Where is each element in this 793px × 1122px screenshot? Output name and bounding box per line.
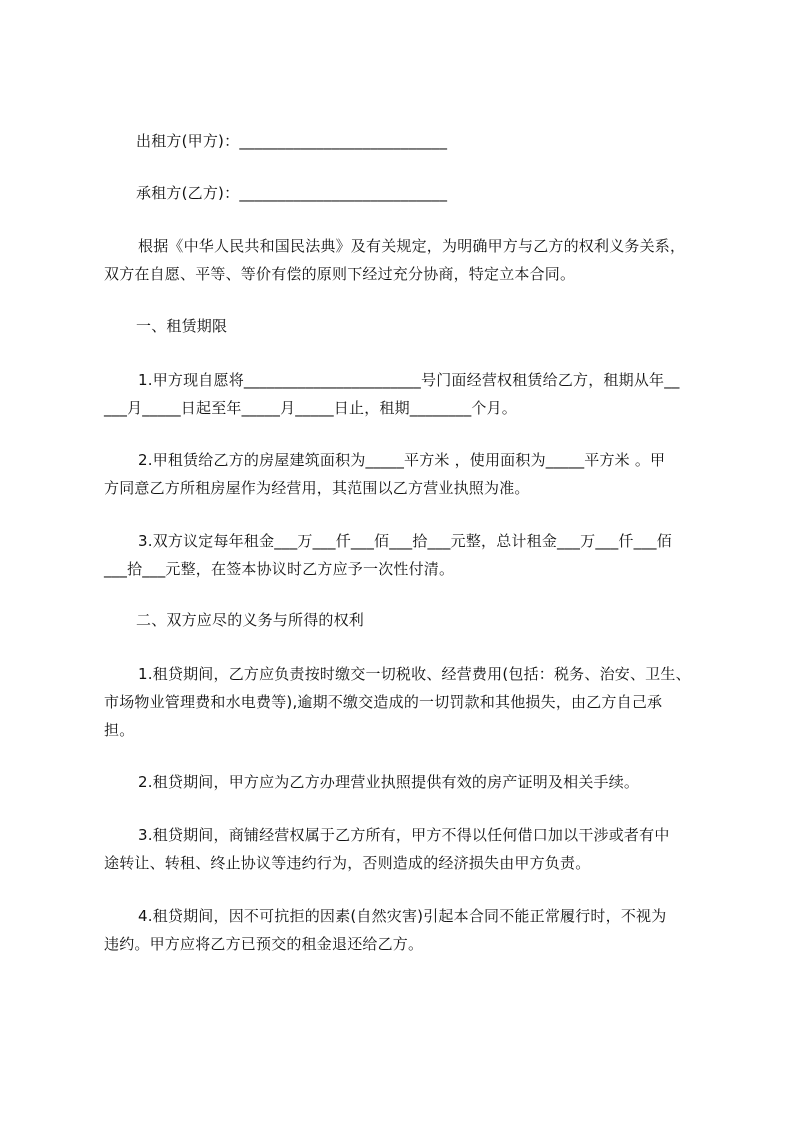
s1-item1-line2: ___月_____日起至年_____月_____日止，租期________个月。 [104, 399, 518, 417]
s2-item2-line1: 2.租贷期间，甲方应为乙方办理营业执照提供有效的房产证明及相关手续。 [138, 773, 640, 791]
s2-item3-line2: 途转让、转租、终止协议等违约行为，否则造成的经济损失由甲方负责。 [104, 854, 591, 872]
preamble-line-1: 根据《中华人民共和国民法典》及有关规定，为明确甲方与乙方的权利义务关系， [138, 237, 686, 255]
party-a-line [136, 127, 736, 156]
s1-item2-line2: 方同意乙方所租房屋作为经营用，其范围以乙方营业执照为准。 [104, 479, 530, 497]
s1-item2-line1: 2.甲租赁给乙方的房屋建筑面积为_____平方米 ，使用面积为_____平方米 。甲 [138, 451, 666, 469]
party-b-label: 承租方(乙方)： [136, 184, 240, 202]
s2-item4-line1: 4.租贷期间，因不可抗拒的因素(自然灾害)引起本合同不能正常履行时，不视为 [138, 907, 667, 925]
party-a-blank: ___________________________ [239, 132, 448, 150]
s1-item1-line1: 1.甲方现自愿将_______________________号门面经营权租赁给乙方，租期从年__ [138, 371, 680, 389]
section-2-title: 二、双方应尽的义务与所得的权利 [136, 611, 365, 629]
section-1-title: 一、租赁期限 [136, 317, 228, 335]
s2-item4-line2: 违约。甲方应将乙方已预交的租金退还给乙方。 [104, 935, 424, 953]
s1-item3-line1: 3.双方议定每年租金___万___仟___佰___拾___元整，总计租金___万___仟___佰 [138, 532, 672, 550]
s2-item1-line1: 1.租贷期间，乙方应负责按时缴交一切税收、经营费用(包括：税务、治安、卫生、 [138, 665, 691, 683]
party-a-label: 出租方(甲方)： [136, 132, 240, 150]
s2-item1-line2: 市场物业管理费和水电费等),逾期不缴交造成的一切罚款和其他损失，由乙方自己承 [104, 693, 663, 711]
party-b-line [136, 179, 736, 208]
s2-item1-line3: 担。 [104, 721, 135, 739]
preamble-line-2: 双方在自愿、平等、等价有偿的原则下经过充分协商，特定立本合同。 [104, 265, 576, 283]
s2-item3-line1: 3.租贷期间，商铺经营权属于乙方所有，甲方不得以任何借口加以干涉或者有中 [138, 826, 670, 844]
s1-item3-line2: ___拾___元整，在签本协议时乙方应予一次性付清。 [104, 560, 455, 578]
party-b-blank: ___________________________ [239, 184, 448, 202]
